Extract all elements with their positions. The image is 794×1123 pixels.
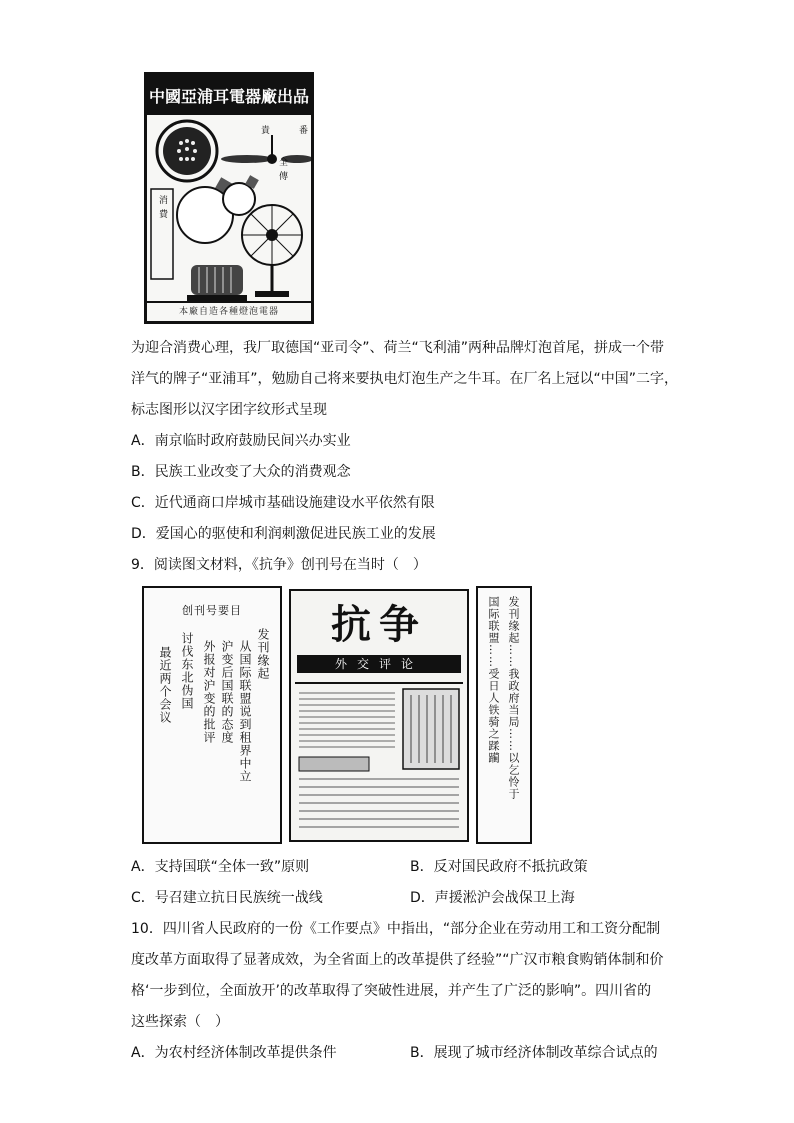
newspaper-body-texture <box>295 679 463 839</box>
q8-material-line-2: 洋气的牌子“亚浦耳”，勉励自己将来要执电灯泡生产之牛耳。在厂名上冠以“中国”二字， <box>131 371 679 387</box>
contents-item-6: 最近两个会议 <box>158 646 172 724</box>
ad-footer: 本廠自造各種燈泡電器 <box>147 301 311 321</box>
ad-label-middle: 全 傳 <box>277 157 287 181</box>
contents-item-5: 讨伐东北伪国 <box>180 632 194 710</box>
contents-item-4: 外报对沪变的批评 <box>202 640 216 744</box>
ad-label-side: 消 費 <box>157 195 167 219</box>
quote-col-2: 国际联盟……受日人铁骑之蹂躏 <box>487 596 500 764</box>
contents-title: 创刊号要目 <box>182 604 242 617</box>
q10-stem-line-4: 这些探索（ ） <box>131 1014 229 1030</box>
q8-option-d[interactable]: D．爱国心的驱使和利润刺激促进民族工业的发展 <box>131 526 436 542</box>
contents-panel <box>142 586 282 844</box>
q8-material-line-1: 为迎合消费心理，我厂取德国“亚司令”、荷兰“飞利浦”两种品牌灯泡首尾，拼成一个带 <box>131 340 665 356</box>
newspaper-subtitle: 外交评论 <box>297 655 461 673</box>
newspaper-figure <box>142 586 532 844</box>
q10-option-a[interactable]: A．为农村经济体制改革提供条件 <box>131 1045 337 1061</box>
q10-stem-line-3: 格‘一步到位，全面放开’的改革取得了突破性进展，并产生了广泛的影响”。四川省的 <box>131 983 652 999</box>
q8-material-line-3: 标志图形以汉字团字纹形式呈现 <box>131 402 327 418</box>
q10-stem-line-2: 度改革方面取得了显著成效，为全省面上的改革提供了经验”“广汉市粮食购销体制和价 <box>131 952 664 968</box>
ad-illustration <box>147 115 311 307</box>
contents-item-1: 发刊缘起 <box>256 628 270 680</box>
newspaper-front-page <box>289 589 469 842</box>
q9-option-a[interactable]: A．支持国联“全体一致”原则 <box>131 859 310 875</box>
contents-item-2: 从国际联盟说到租界中立 <box>238 640 252 783</box>
q9-option-d[interactable]: D．声援淞沪会战保卫上海 <box>410 890 575 906</box>
q8-option-a[interactable]: A．南京临时政府鼓励民间兴办实业 <box>131 433 351 449</box>
q10-option-b[interactable]: B．展现了城市经济体制改革综合试点的 <box>410 1045 658 1061</box>
advertisement-image <box>144 72 314 324</box>
quote-panel <box>476 586 532 844</box>
contents-item-3: 沪变后国联的态度 <box>220 640 234 744</box>
quote-col-1: 发刊缘起……我政府当局……以乞怜于 <box>507 596 520 800</box>
ad-label-top-right: 番 <box>297 125 307 135</box>
newspaper-masthead: 抗争 <box>331 601 427 648</box>
q10-stem-line-1: 10．四川省人民政府的一份《工作要点》中指出，“部分企业在劳动用工和工资分配制 <box>131 921 661 937</box>
q9-option-c[interactable]: C．号召建立抗日民族统一战线 <box>131 890 323 906</box>
ad-label-top-left: 貴 <box>259 125 269 135</box>
q9-stem: 9．阅读图文材料，《抗争》创刊号在当时（ ） <box>131 557 427 573</box>
q9-option-b[interactable]: B．反对国民政府不抵抗政策 <box>410 859 588 875</box>
ad-banner: 中國亞浦耳電器廠出品 <box>147 75 311 115</box>
q8-option-c[interactable]: C．近代通商口岸城市基础设施建设水平依然有限 <box>131 495 435 511</box>
q8-option-b[interactable]: B．民族工业改变了大众的消费观念 <box>131 464 351 480</box>
